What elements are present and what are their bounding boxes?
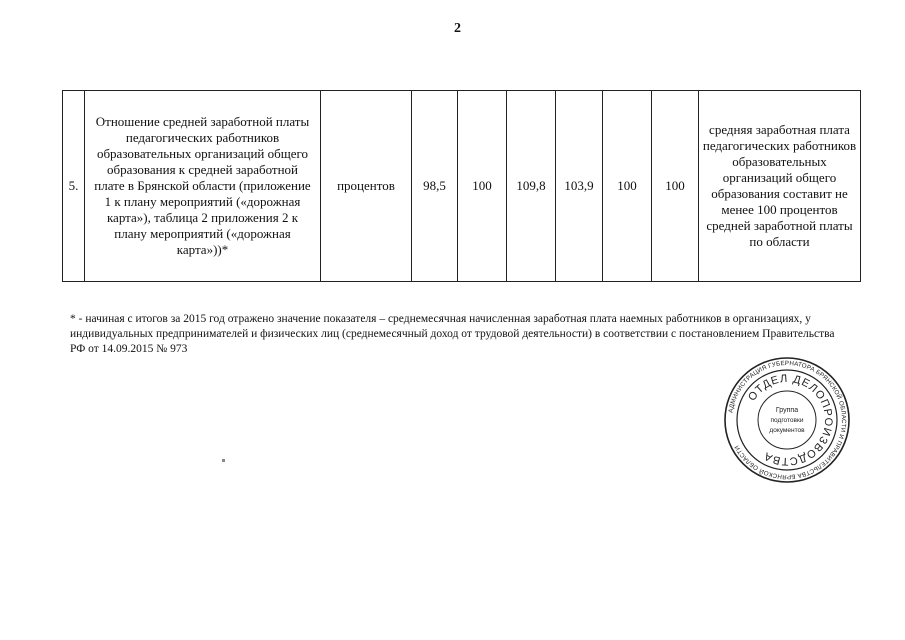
- value-cell: 100: [652, 91, 699, 282]
- stamp-center-line: подготовки: [770, 417, 804, 424]
- scan-dot: [222, 459, 225, 462]
- value-cell: 98,5: [412, 91, 458, 282]
- value-cell: 100: [458, 91, 507, 282]
- row-number-cell: 5.: [63, 91, 85, 282]
- value-cell: 109,8: [507, 91, 556, 282]
- unit-cell: процентов: [321, 91, 412, 282]
- stamp-center-line: документов: [769, 427, 805, 434]
- office-seal-stamp: [722, 355, 852, 485]
- indicators-table: [62, 90, 861, 282]
- indicator-name-cell: Отношение средней заработной платы педагогических работников образовательных организаций общего образования к средней заработной плате в Брянской области (приложение 1 к плану мероприятий («дорожная карта»), таблица 2 приложения 2 к плану мероприятий («дорожная карта»))*: [85, 91, 321, 282]
- value-cell: 100: [603, 91, 652, 282]
- stamp-center-line: Группа: [775, 407, 799, 414]
- value-cell: 103,9: [556, 91, 603, 282]
- stamp-ring-text: ОТДЕЛ ДЕЛОПРОИЗВОДСТВА: [746, 372, 835, 468]
- table-row: [63, 91, 861, 282]
- page-number: 2: [454, 21, 461, 36]
- stamp-outer-text: АДМИНИСТРАЦИЯ ГУБЕРНАТОРА БРЯНСКОЙ ОБЛАСТИ И ПРАВИТЕЛЬСТВА БРЯНСКОЙ ОБЛАСТИ: [727, 359, 848, 481]
- footnote: * - начиная с итогов за 2015 год отражено значение показателя – среднемесячная начисленная заработная плата наемных работников в организациях, у индивидуальных предпринимателей и физических лиц (среднемесячный доход от трудовой деятельности) в соответствии с постановлением Правительства РФ от 14.09.2015 № 973: [70, 313, 835, 355]
- expected-result-cell: средняя заработная плата педагогических работников образовательных организаций общего образования составит не менее 100 процентов средней заработной платы по области: [699, 91, 861, 282]
